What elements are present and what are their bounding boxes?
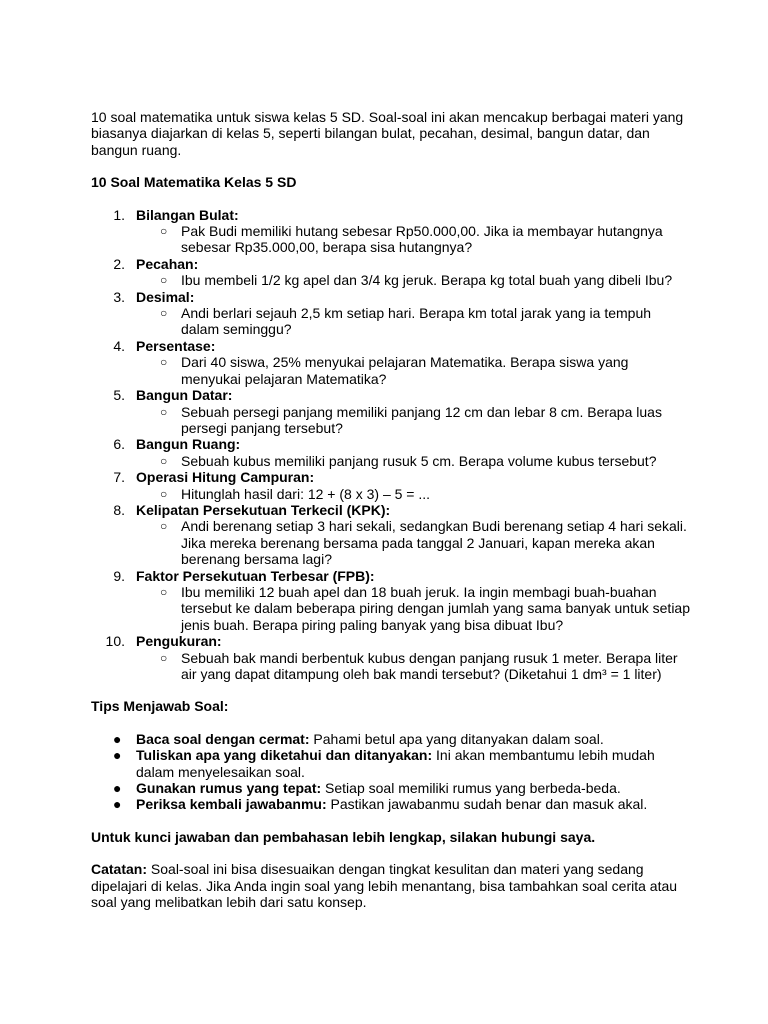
question-text-item (136, 650, 691, 683)
question-item (91, 338, 691, 387)
note-label: Catatan: (91, 861, 148, 878)
bullet-icon: ● (113, 780, 122, 797)
question-item (91, 633, 691, 682)
question-text-item (136, 305, 691, 338)
question-sublist (136, 354, 691, 387)
tip-heading: Periksa kembali jawabanmu: (136, 796, 327, 813)
document-content (91, 109, 691, 910)
circle-bullet-icon: ○ (160, 486, 168, 501)
tip-item (91, 796, 691, 812)
question-topic: Kelipatan Persekutuan Terkecil (KPK): (136, 501, 391, 518)
question-item (91, 256, 691, 289)
question-text-item (136, 584, 691, 633)
tip-item (91, 731, 691, 747)
question-sublist (136, 486, 691, 502)
question-topic: Bangun Ruang: (136, 436, 241, 453)
question-topic: Pengukuran: (136, 633, 222, 650)
question-text-item (136, 223, 691, 256)
question-item (91, 387, 691, 436)
question-text: Sebuah kubus memiliki panjang rusuk 5 cm. Berapa volume kubus tersebut? (181, 452, 657, 469)
tip-heading: Gunakan rumus yang tepat: (136, 780, 322, 797)
circle-bullet-icon: ○ (160, 519, 168, 534)
section-title: 10 Soal Matematika Kelas 5 SD (91, 174, 297, 191)
question-number: 2. (113, 255, 125, 272)
question-topic: Persentase: (136, 337, 216, 354)
question-text-item (136, 453, 691, 469)
question-number: 7. (113, 469, 125, 486)
bullet-icon: ● (113, 730, 122, 747)
question-number: 5. (113, 387, 125, 404)
question-item (91, 289, 691, 338)
question-text: Hitunglah hasil dari: 12 + (8 x 3) – 5 = ... (181, 485, 431, 502)
circle-bullet-icon: ○ (160, 650, 168, 665)
question-text: Sebuah persegi panjang memiliki panjang 12 cm dan lebar 8 cm. Berapa luas persegi panjang tersebut? (181, 403, 662, 436)
question-text-item (136, 354, 691, 387)
question-number: 8. (113, 501, 125, 518)
tip-heading: Baca soal dengan cermat: (136, 730, 310, 747)
question-number: 10. (105, 633, 125, 650)
question-topic: Faktor Persekutuan Terbesar (FPB): (136, 567, 375, 584)
question-item (91, 469, 691, 502)
tip-text: Pastikan jawabanmu sudah benar dan masuk akal. (326, 796, 648, 813)
circle-bullet-icon: ○ (160, 404, 168, 419)
question-item (91, 502, 691, 568)
question-text: Pak Budi memiliki hutang sebesar Rp50.000,00. Jika ia membayar hutangnya sebesar Rp35.000,00, berapa sisa hutangnya? (181, 223, 663, 256)
question-topic: Operasi Hitung Campuran: (136, 469, 315, 486)
question-text: Dari 40 siswa, 25% menyukai pelajaran Matematika. Berapa siswa yang menyukai pelajaran Matematika? (181, 354, 629, 387)
circle-bullet-icon: ○ (160, 584, 168, 599)
question-text-item (136, 518, 691, 567)
question-number: 6. (113, 436, 125, 453)
tip-item (91, 780, 691, 796)
question-sublist (136, 453, 691, 469)
tips-list (91, 731, 691, 813)
question-item (91, 568, 691, 634)
question-text: Andi berenang setiap 3 hari sekali, sedangkan Budi berenang setiap 4 hari sekali. Jika mereka berenang bersama pada tanggal 2 Januari, kapan mereka akan berenang bersama lagi? (181, 518, 687, 568)
tip-text: Setiap soal memiliki rumus yang berbeda-beda. (321, 780, 621, 797)
question-text-item (136, 272, 691, 288)
question-text: Andi berlari sejauh 2,5 km setiap hari. Berapa km total jarak yang ia tempuh dalam seminggu? (181, 305, 652, 338)
question-list (91, 207, 691, 683)
question-sublist (136, 272, 691, 288)
question-number: 3. (113, 288, 125, 305)
circle-bullet-icon: ○ (160, 273, 168, 288)
question-sublist (136, 404, 691, 437)
note-text: Soal-soal ini bisa disesuaikan dengan tingkat kesulitan dan materi yang sedang dipelajari di kelas. Jika Anda ingin soal yang lebih menantang, bisa tambahkan soal cerita atau soal yang melibatkan lebih dari satu konsep. (91, 861, 678, 911)
question-sublist (136, 305, 691, 338)
question-sublist (136, 650, 691, 683)
closing-statement: Untuk kunci jawaban dan pembahasan lebih lengkap, silakan hubungi saya. (91, 828, 596, 845)
question-sublist (136, 584, 691, 633)
question-topic: Pecahan: (136, 255, 199, 272)
question-sublist (136, 223, 691, 256)
question-sublist (136, 518, 691, 567)
tip-heading: Tuliskan apa yang diketahui dan ditanyakan: (136, 747, 433, 764)
circle-bullet-icon: ○ (160, 355, 168, 370)
note-paragraph (91, 861, 691, 910)
question-item (91, 436, 691, 469)
tip-text: Pahami betul apa yang ditanyakan dalam soal. (309, 730, 604, 747)
tip-item (91, 747, 691, 780)
circle-bullet-icon: ○ (160, 224, 168, 239)
question-number: 9. (113, 567, 125, 584)
question-item (91, 207, 691, 256)
question-text-item (136, 486, 691, 502)
circle-bullet-icon: ○ (160, 453, 168, 468)
tip-text: Ini akan membantumu lebih mudah dalam menyelesaikan soal. (136, 747, 655, 780)
bullet-icon: ● (113, 796, 122, 813)
question-number: 4. (113, 337, 125, 354)
question-topic: Desimal: (136, 288, 195, 305)
intro-paragraph: 10 soal matematika untuk siswa kelas 5 SD. Soal-soal ini akan mencakup berbagai materi yang biasanya diajarkan di kelas 5, seperti bilangan bulat, pecahan, desimal, bangun datar, dan bangun ruang. (91, 109, 684, 158)
circle-bullet-icon: ○ (160, 306, 168, 321)
question-topic: Bangun Datar: (136, 387, 233, 404)
question-text-item (136, 404, 691, 437)
bullet-icon: ● (113, 747, 122, 764)
question-text: Sebuah bak mandi berbentuk kubus dengan panjang rusuk 1 meter. Berapa liter air yang dapat ditampung oleh bak mandi tersebut? (Diketahui 1 dm³ = 1 liter) (181, 649, 678, 682)
question-text: Ibu memiliki 12 buah apel dan 18 buah jeruk. Ia ingin membagi buah-buahan tersebut ke dalam beberapa piring dengan jumlah yang sama banyak untuk setiap jenis buah. Berapa piring paling banyak yang bisa dibuat Ibu? (181, 583, 690, 633)
question-topic: Bilangan Bulat: (136, 206, 239, 223)
tips-title: Tips Menjawab Soal: (91, 698, 229, 715)
question-number: 1. (113, 206, 125, 223)
question-text: Ibu membeli 1/2 kg apel dan 3/4 kg jeruk. Berapa kg total buah yang dibeli Ibu? (181, 272, 673, 289)
